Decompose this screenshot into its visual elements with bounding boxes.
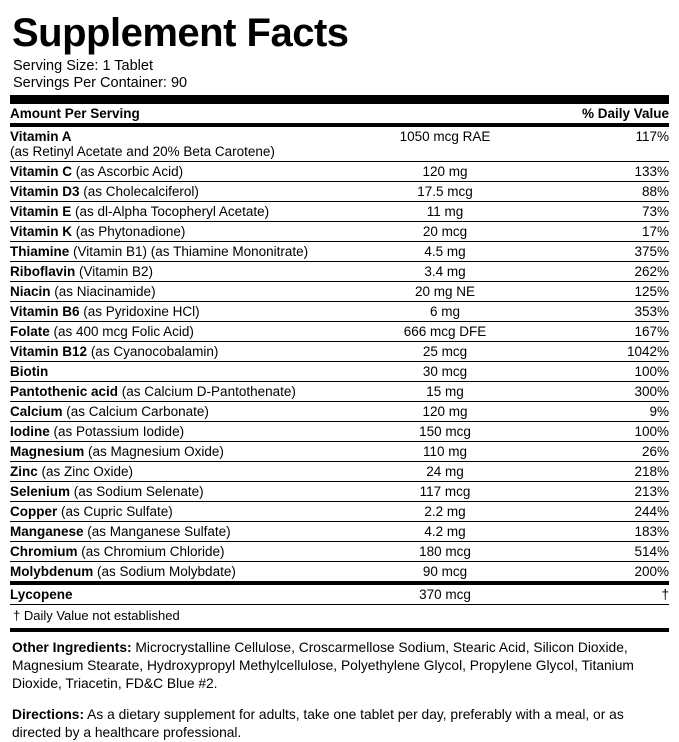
nutrient-rows-table [10, 127, 669, 581]
directions-label: Directions: [12, 707, 85, 722]
table-row [10, 382, 669, 402]
table-row [10, 182, 669, 202]
nutrient-source: (as Phytonadione) [75, 224, 186, 239]
directions [12, 706, 669, 742]
nutrient-name-cell [10, 222, 340, 242]
nutrient-daily-value: 514% [550, 542, 669, 562]
table-row [10, 402, 669, 422]
table-row [10, 162, 669, 182]
nutrient-name: Lycopene [10, 587, 73, 602]
nutrient-name-cell [10, 382, 340, 402]
nutrient-source: (as Cupric Sulfate) [61, 504, 173, 519]
nutrient-daily-value: 183% [550, 522, 669, 542]
nutrient-name: Vitamin C [10, 164, 73, 179]
table-row [10, 442, 669, 462]
table-row [10, 462, 669, 482]
nutrient-name: Molybdenum [10, 564, 94, 579]
nutrient-daily-value: 73% [550, 202, 669, 222]
nutrient-name: Vitamin B12 [10, 344, 88, 359]
table-row [10, 222, 669, 242]
table-row [10, 422, 669, 442]
nutrient-name-cell [10, 502, 340, 522]
header-amount-per-serving: Amount Per Serving [10, 106, 140, 121]
nutrition-table [10, 104, 669, 123]
nutrient-name-cell [10, 202, 340, 222]
nutrient-daily-value: 262% [550, 262, 669, 282]
other-ingredients-label: Other Ingredients: [12, 640, 132, 655]
nutrient-name: Vitamin K [10, 224, 73, 239]
table-row [10, 302, 669, 322]
table-row [10, 127, 669, 162]
nutrient-daily-value: 200% [550, 562, 669, 582]
table-row [10, 522, 669, 542]
table-header-row [10, 104, 669, 123]
nutrient-amount: 150 mcg [340, 422, 550, 442]
servings-per-container: Servings Per Container: 90 [13, 75, 188, 91]
divider-thick-top [10, 95, 669, 104]
nutrient-daily-value: 117% [635, 129, 669, 144]
nutrient-daily-value: 167% [550, 322, 669, 342]
nutrient-amount: 2.2 mg [340, 502, 550, 522]
nutrient-name: Manganese [10, 524, 84, 539]
other-ingredients-text: Microcrystalline Cellulose, Croscarmellose Sodium, Stearic Acid, Silicon Dioxide, Magnesium Stearate, Hydroxypropyl Methylcellulose, Polyethylene Glycol, Propylene Glycol, Titanium Dioxide, Triacetin, FD&C Blue #2. [12, 640, 634, 691]
table-row [10, 322, 669, 342]
table-row [10, 542, 669, 562]
nutrient-name: Pantothenic acid [10, 384, 119, 399]
nutrient-daily-value: 125% [550, 282, 669, 302]
nutrient-amount: 90 mcg [340, 562, 550, 582]
table-row [10, 585, 669, 604]
nutrient-name-cell [10, 542, 340, 562]
nutrient-name: Vitamin B6 [10, 304, 80, 319]
nutrient-amount: 3.4 mg [340, 262, 550, 282]
nutrient-name: Iodine [10, 424, 50, 439]
nutrient-amount: 1050 mcg RAE [399, 129, 491, 144]
nutrient-daily-value: 213% [550, 482, 669, 502]
nutrient-name-cell [10, 462, 340, 482]
nutrient-daily-value: 17% [550, 222, 669, 242]
directions-text: As a dietary supplement for adults, take one tablet per day, preferably with a meal, or as directed by a healthcare professional. [12, 707, 624, 740]
nutrient-name-cell [10, 342, 340, 362]
table-row [10, 482, 669, 502]
nutrient-daily-value: 1042% [550, 342, 669, 362]
nutrient-amount: 120 mg [340, 162, 550, 182]
nutrient-source: (as Sodium Selenate) [73, 484, 204, 499]
nutrient-amount: 17.5 mcg [340, 182, 550, 202]
nutrient-source: (as Potassium Iodide) [53, 424, 185, 439]
other-ingredients [12, 639, 669, 693]
nutrient-source: (as Cyanocobalamin) [90, 344, 219, 359]
nutrient-source: (as Chromium Chloride) [81, 544, 225, 559]
nutrient-source: (Vitamin B2) [79, 264, 154, 279]
nutrient-name-cell [10, 522, 340, 542]
table-row [10, 502, 669, 522]
nutrient-daily-value: 300% [550, 382, 669, 402]
nutrient-amount: 25 mcg [340, 342, 550, 362]
nutrient-name-cell [10, 262, 340, 282]
nutrient-amount: 180 mcg [340, 542, 550, 562]
nutrient-amount: 120 mg [340, 402, 550, 422]
nutrient-name: Magnesium [10, 444, 85, 459]
table-row [10, 362, 669, 382]
nutrient-source: (as Magnesium Oxide) [88, 444, 224, 459]
header-amount-spacer [340, 104, 550, 123]
footnote: † Daily Value not established [13, 608, 180, 623]
nutrient-amount: 11 mg [340, 202, 550, 222]
table-row [10, 262, 669, 282]
nutrient-name-cell [10, 482, 340, 502]
nutrient-source: (as Calcium Carbonate) [66, 404, 209, 419]
nutrient-name: Vitamin A [10, 129, 72, 144]
nutrient-name-cell [10, 562, 340, 582]
nutrient-name-cell [10, 402, 340, 422]
nutrient-name-cell [10, 282, 340, 302]
table-row [10, 202, 669, 222]
nutrient-name: Thiamine [10, 244, 70, 259]
table-row [10, 562, 669, 582]
nutrient-name: Folate [10, 324, 50, 339]
divider-med-bottom [10, 628, 669, 632]
nutrient-amount: 30 mcg [340, 362, 550, 382]
header-daily-value: % Daily Value [581, 106, 669, 121]
nutrient-daily-value: 218% [550, 462, 669, 482]
nutrient-name-cell [10, 162, 340, 182]
nutrient-source: (Vitamin B1) (as Thiamine Mononitrate) [73, 244, 309, 259]
nutrient-name: Chromium [10, 544, 78, 559]
page-title: Supplement Facts [12, 11, 349, 55]
nutrient-amount: 4.5 mg [340, 242, 550, 262]
nutrient-amount: 110 mg [340, 442, 550, 462]
nutrient-name: Biotin [10, 364, 49, 379]
nutrient-source: (as Calcium D-Pantothenate) [121, 384, 296, 399]
nutrient-name: Vitamin E [10, 204, 72, 219]
nutrient-daily-value: 9% [550, 402, 669, 422]
nutrient-daily-value: 133% [550, 162, 669, 182]
nutrient-name-cell [10, 127, 340, 162]
nutrient-source: (as Pyridoxine HCl) [83, 304, 200, 319]
nutrient-amount: 20 mg NE [340, 282, 550, 302]
nutrient-name: Zinc [10, 464, 38, 479]
nutrient-name: Calcium [10, 404, 63, 419]
nutrient-name-cell [10, 585, 340, 604]
nutrient-source: (as dl-Alpha Tocopheryl Acetate) [75, 204, 270, 219]
nutrient-daily-value: 375% [550, 242, 669, 262]
nutrient-amount: 666 mcg DFE [340, 322, 550, 342]
nutrient-amount: 20 mcg [340, 222, 550, 242]
nutrient-amount: 15 mg [340, 382, 550, 402]
nutrient-source-second-line: (as Retinyl Acetate and 20% Beta Carotene) [10, 144, 275, 159]
nutrient-source: (as Niacinamide) [54, 284, 156, 299]
nutrient-source: (as Cholecalciferol) [83, 184, 199, 199]
table-row [10, 282, 669, 302]
nutrient-daily-value: 26% [550, 442, 669, 462]
nutrient-name-cell [10, 322, 340, 342]
nutrient-amount: 370 mcg [419, 587, 471, 602]
table-row [10, 242, 669, 262]
nutrient-name-cell [10, 442, 340, 462]
nutrient-name-cell [10, 362, 340, 382]
nutrient-name-cell [10, 182, 340, 202]
nutrient-amount: 6 mg [340, 302, 550, 322]
nutrient-amount: 24 mg [340, 462, 550, 482]
nutrient-name-cell [10, 242, 340, 262]
nutrient-daily-value: † [661, 587, 669, 602]
nutrient-daily-value: 244% [550, 502, 669, 522]
nutrient-daily-value: 100% [550, 422, 669, 442]
nutrient-amount: 117 mcg [340, 482, 550, 502]
table-row [10, 342, 669, 362]
nutrient-name-cell [10, 422, 340, 442]
nutrient-name: Vitamin D3 [10, 184, 80, 199]
nutrient-name: Riboflavin [10, 264, 76, 279]
nutrient-source: (as 400 mcg Folic Acid) [53, 324, 194, 339]
extra-row-table [10, 585, 669, 604]
nutrient-source: (as Zinc Oxide) [41, 464, 134, 479]
nutrient-name: Selenium [10, 484, 71, 499]
nutrient-daily-value: 88% [550, 182, 669, 202]
nutrient-source: (as Sodium Molybdate) [97, 564, 236, 579]
nutrient-source: (as Manganese Sulfate) [87, 524, 231, 539]
nutrient-name-cell [10, 302, 340, 322]
serving-size: Serving Size: 1 Tablet [13, 58, 153, 74]
nutrient-daily-value: 100% [550, 362, 669, 382]
nutrient-name: Copper [10, 504, 58, 519]
nutrient-source: (as Ascorbic Acid) [75, 164, 184, 179]
nutrient-amount: 4.2 mg [340, 522, 550, 542]
nutrient-daily-value: 353% [550, 302, 669, 322]
nutrient-name: Niacin [10, 284, 51, 299]
